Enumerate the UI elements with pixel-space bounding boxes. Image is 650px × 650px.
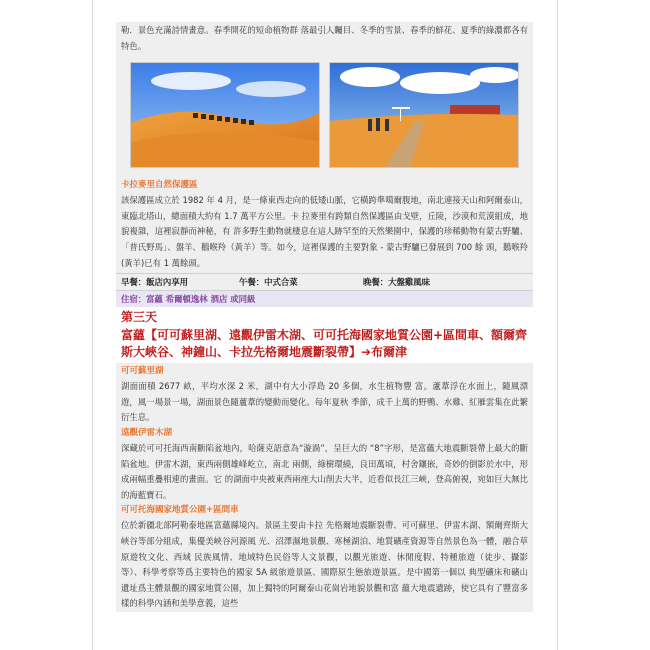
desert-boardwalk-image [330, 63, 518, 167]
page-border-right [557, 0, 558, 650]
breakfast-label: 早餐：飯店內享用 [121, 277, 188, 288]
day-label: 第三天 [121, 310, 158, 325]
desert-camel-caravan-photo [130, 62, 320, 168]
lodging-row: 住宿：富蘊 希爾頓逸林 酒店 或同級 [116, 291, 533, 307]
reserve-title: 卡拉麥里自然保護區 [121, 180, 198, 191]
page-border-left [92, 0, 93, 650]
photo-row [116, 54, 533, 176]
lunch-label: 午餐：中式合菜 [239, 277, 298, 288]
section-title: 可可蘇里湖 [121, 366, 164, 377]
section-title: 遠觀伊雷木湖 [121, 427, 173, 438]
meals-row [116, 273, 533, 291]
section-title: 可可托海國家地質公園+區間車 [121, 505, 239, 516]
desert-boardwalk-visitors-photo [329, 62, 519, 168]
itinerary-page [116, 22, 533, 612]
dinner-label: 晚餐：大盤雞風味 [363, 277, 430, 288]
sections-block [116, 363, 533, 612]
reserve-section [116, 176, 533, 273]
reserve-text: 該保護區成立於 1982 年 4 月，是一條東西走向的低矮山脈，它橫跨準噶爾腹地，南北連接天山和阿爾泰山，東臨北塔山，總面積大約有 1.7 萬平方公里。卡 拉麥里有跨類自然保護區由戈壁，丘陵，沙漠和荒漠組成，地貌複雜，這裡寂靜而神秘，有 許多野生動物就棲息在這人跡罕至的天然樂園中，保護的珍稀動物有蒙古野驢、「普氏野馬」、盤羊、鵝喉羚（黃羊）等。如今，這裡保護的主要對象 - 蒙古野驢已發展到 700 餘 頭，鵝喉羚(黃羊)已有 1 萬餘頭。 [121, 195, 528, 268]
day-header [116, 307, 533, 363]
section-text: 深藏於可可托海西南斷陷盆地內，哈薩克語意為“漩渦”，呈巨大的 “8”字形，是富蘊大地震斷裂帶上最大的斷陷盆地。伊雷木湖，東西兩側雄峰屹立，南北 兩側，綠樹環繞，良田萬頃，村舍鑲嵌，奇妙的倒影於水中，形成兩幅重疊相連的畫面。它 的湖面中央被東西兩座大山削去大半，近看似長江三峽，登高俯視，宛如巨大無比的海藍寶石。 [121, 442, 528, 500]
section-text: 位於新疆北部阿勒泰地區富蘊縣境內。景區主要由卡拉 先格爾地震斷裂帶、可可蘇里、伊雷木湖、額爾齊斯大峽谷等部分組成，集優美峽谷河源風 光、沼澤濕地景觀、寒極湖泊、地質礦產資源等自然景色為一體，融合草原遊牧文化、西域 民族風情、地域特色民俗等人文景觀，以觀光旅遊、休閒度假、特種旅遊（徒步、攝影等）、科學考察等爲主要特色的國家 5A 級旅遊景區、國際原生態旅遊景區。是中國第一個以 典型礦床和礦山遺址爲主體景觀的國家地質公園，加上獨特的阿爾泰山花崗岩地貌景觀和富 蘊大地震遺跡，使它具有了豐富多樣的科學內涵和美學意義，這些 [121, 520, 528, 609]
intro-text: 勒．景色充滿詩情畫意。春季開花的短命植物群 落最引人矚目、冬季的雪景、春季的鮮花、夏季的綠濃都各有特色。 [121, 25, 528, 51]
section-text: 湖面面積 2677 畝，平均水深 2 米，湖中有大小浮島 20 多個，水生植物豐 富。蘆葦浮在水面上，隨風漂遊，風一場景一場，湖面景色隨蘆葦的變動而變化。每年夏秋 季節，成千上萬的野鴨、水雞、紅雁雲集在此繁衍生息。 [121, 381, 528, 423]
day-route-title: 富蘊【可可蘇里湖、遠觀伊雷木湖、可可托海國家地質公園+區間車、額爾齊斯大峽谷、神鐘山、卡拉先格爾地震斷裂帶】➔布爾津 [121, 328, 528, 360]
intro-block [116, 22, 533, 54]
desert-camel-caravan-image [131, 63, 319, 167]
